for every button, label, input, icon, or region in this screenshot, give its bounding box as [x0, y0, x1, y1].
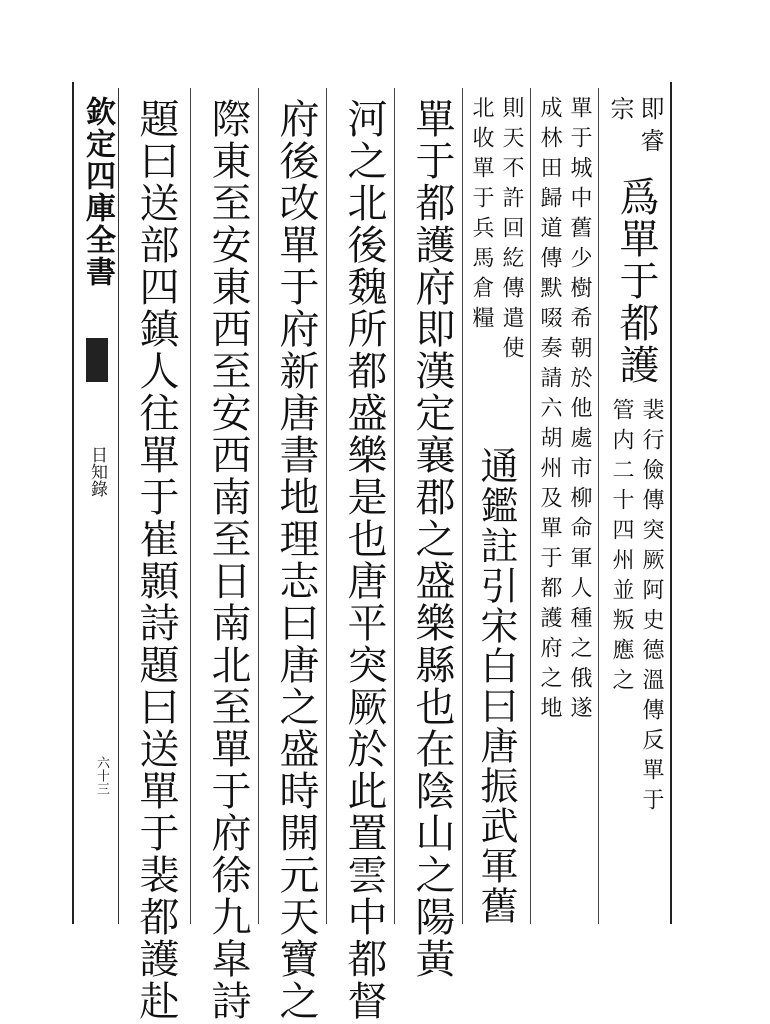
text-column-4b: 北收單于兵馬倉糧	[469, 96, 494, 336]
text-column-1a: 即睿	[636, 96, 664, 160]
text-column-6: 河之北後魏所都盛樂是也唐平突厥於此置雲中都督	[341, 98, 387, 1022]
column-rule	[462, 88, 463, 924]
text-column-7: 府後改單于府新唐書地理志曰唐之盛時開元天寶之	[273, 98, 319, 1022]
column-rule	[598, 88, 599, 924]
text-column-8: 際東至安東西至安西南至日南北至單于府徐九皐詩	[205, 98, 251, 1022]
fish-tail-mark	[86, 338, 108, 382]
text-column-4a: 則天不許回紇傳遣使	[499, 96, 524, 366]
text-column-3a: 單于城中舊少樹希朝於他處市柳命軍人種之俄遂	[567, 96, 592, 726]
text-column-1b: 宗	[606, 96, 634, 128]
text-column-5: 單于都護府即漢定襄郡之盛樂縣也在陰山之陽黃	[409, 98, 455, 980]
column-rule	[258, 88, 259, 924]
margin-book-title: 日知錄	[87, 446, 107, 497]
text-column-9: 題曰送部四鎮人往單于崔顥詩題曰送單于裴都護赴	[133, 98, 179, 1022]
column-rule	[326, 88, 327, 924]
text-column-2: 爲單于都護	[613, 176, 659, 386]
margin-page-number: 六十三	[94, 756, 109, 795]
margin-title: 欽定四庫全書	[80, 96, 115, 288]
text-column-3b: 成林田歸道傳默啜奏請六胡州及單于都護府之地	[537, 96, 562, 726]
text-column-2-note: 裴行儉傳突厥阿史德溫傳反單于	[639, 398, 664, 818]
column-rule	[530, 88, 531, 924]
column-rule	[190, 88, 191, 924]
text-column-2-note2: 管内二十四州並叛應之	[609, 398, 634, 698]
column-rule	[394, 88, 395, 924]
text-column-4c: 通鑑註引宋白曰唐振武軍舊	[474, 446, 518, 926]
